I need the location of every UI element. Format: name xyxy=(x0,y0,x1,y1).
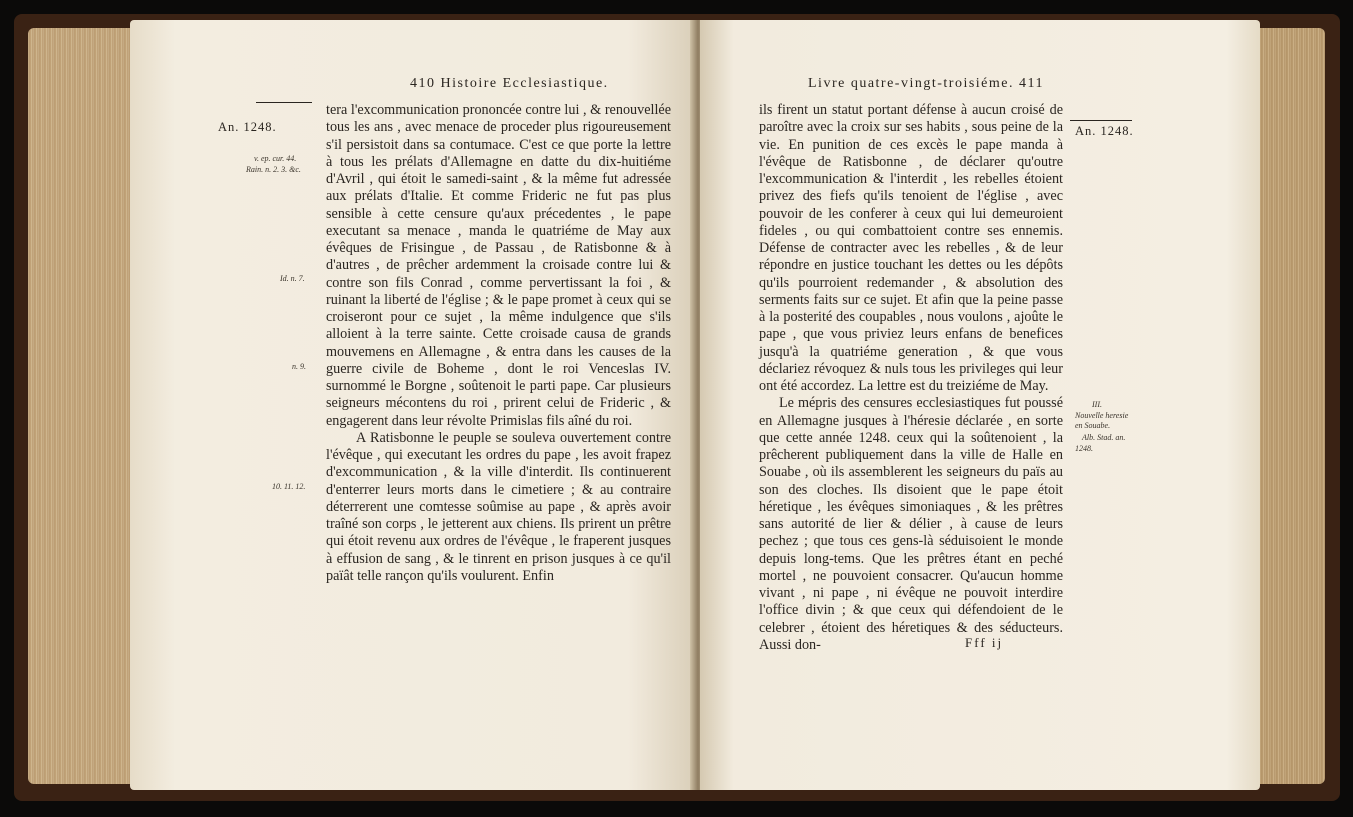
margin-note: en Souabe. xyxy=(1075,421,1111,430)
left-year: An. 1248. xyxy=(218,120,277,134)
margin-note: Alb. Stad. an. xyxy=(1082,433,1126,442)
right-text-column xyxy=(759,102,1063,654)
paragraph: A Ratisbonne le peuple se souleva ouvertement contre l'évêque , qui executant les ordres du pape , les avoit frapez d'excommunication , & la ville d'interdit. Ils continuerent d'enterrer leurs morts dans le cimetiere ; & au contraire déterrerent une comtesse soûmise au pape , & après avoir traîné son corps , le jetterent aux chiens. Ils prirent un prêtre qui étoit revenu aux ordres de l'évêque , le fraperent jusques à effusion de sang , & le tinrent en prison jusques à ce qu'il païât telle rançon qu'ils voulurent. Enfin xyxy=(326,429,671,584)
right-page-header: Livre quatre-vingt-troisiéme. 411 xyxy=(808,76,1044,91)
paragraph: Le mépris des censures ecclesiastiques fut poussé en Allemagne jusques à l'héresie déclarée , en sorte que cette année 1248. ceux qui la soûtenoient , la prêcherent publiquement dans la ville de Halle en Souabe , où ils assemblerent les seigneurs du païs au son des cloches. Ils disoient que le pape étoit héretique , les évêques simoniaques , & les prêtres sans autorité de lier & délier , à cause de leurs pechez ; que tous ces gens-là séduisoient le monde depuis long-tems. Que les prêtres étant en peché mortel , ne pouvoient consacrer. Qu'aucun homme vivant , ni pape , ni évêque ne pouvoit interdire l'office divin ; & que ceux qui défendoient de le celebrer , étoient des héretiques & des séducteurs. Aussi don- xyxy=(759,395,1063,653)
left-text-column xyxy=(326,102,671,585)
right-year: An. 1248. xyxy=(1075,124,1134,138)
page-edges-right xyxy=(1255,28,1325,784)
margin-note: Nouvelle heresie xyxy=(1075,411,1129,420)
margin-note: v. ep. cur. 44. xyxy=(254,154,297,163)
paragraph: tera l'excommunication prononcée contre lui , & renouvellée tous les ans , avec menace de proceder plus rigoureusement s'il persistoit dans sa contumace. C'est ce que porte la lettre à tous les prélats d'Allemagne en datte du dix-huitiéme d'Avril , qui étoit le samedi-saint , & la même fut adressée aux prélats d'Italie. Et comme Frideric ne fut pas plus sensible à cette censure qu'aux précedentes , le pape executant sa menace , manda le quatriéme de May aux évêques de Frisingue , de Passau , de Ratisbonne & à d'autres , de prêcher ardemment la croisade contre lui & contre son fils Conrad , comme pervertissant la foi , & ruinant la liberté de l'église ; & le pape promet à ceux qui se croiseront pour ce sujet , la même indulgence que s'ils alloient à la terre sainte. Cette croisade causa de grands mouvemens en Allemagne , & entra dans les causes de la guerre civile de Boheme , dont le roi Venceslas IV. surnommé le Borgne , soûtenoit le parti pape. Car plusieurs seigneurs mécontens du roi , prirent celui de Frideric , & engagerent dans leur révolte Primislas fils aîné du roi. xyxy=(326,102,671,429)
margin-note: 1248. xyxy=(1075,444,1093,453)
page-edges-left xyxy=(28,28,138,784)
margin-note: Id. n. 7. xyxy=(280,274,305,283)
margin-note: n. 9. xyxy=(292,362,306,371)
margin-note: Rain. n. 2. 3. &c. xyxy=(246,165,301,174)
margin-note: III. xyxy=(1092,400,1102,409)
header-rule xyxy=(256,102,312,103)
left-page-header: 410 Histoire Ecclesiastique. xyxy=(410,76,609,91)
margin-note: 10. 11. 12. xyxy=(272,482,306,491)
header-rule xyxy=(1070,120,1132,121)
left-page xyxy=(130,20,696,790)
paragraph: ils firent un statut portant défense à aucun croisé de paroître avec la croix sur ses habits , sous peine de la vie. En punition de ces excès le pape manda à l'évêque de Ratisbonne , de déclarer qu'outre l'excommunication & l'interdit , les rebelles étoient privez des fiefs qu'ils tenoient de l'église , avec pouvoir de les conferer à ceux qui lui demeuroient fideles , ou qui combattoient contre ses ennemis. Défense de contracter avec les rebelles , & de leur répondre en justice touchant les dettes ou les dépôts qu'ils pourroient redemander , & absolution des serments faits sur ce sujet. Et afin que la peine passe à la posterité des coupables , nous voulons , ajoûte le pape , que vous priviez leurs enfans de benefices jusqu'à la quatriéme generation , & que vous déclariez révoquez & nuls tous les privileges qui leur ont été accordez. La lettre est du treiziéme de May. xyxy=(759,102,1063,394)
right-page xyxy=(700,20,1260,790)
signature-mark: Fff ij xyxy=(965,635,1004,650)
